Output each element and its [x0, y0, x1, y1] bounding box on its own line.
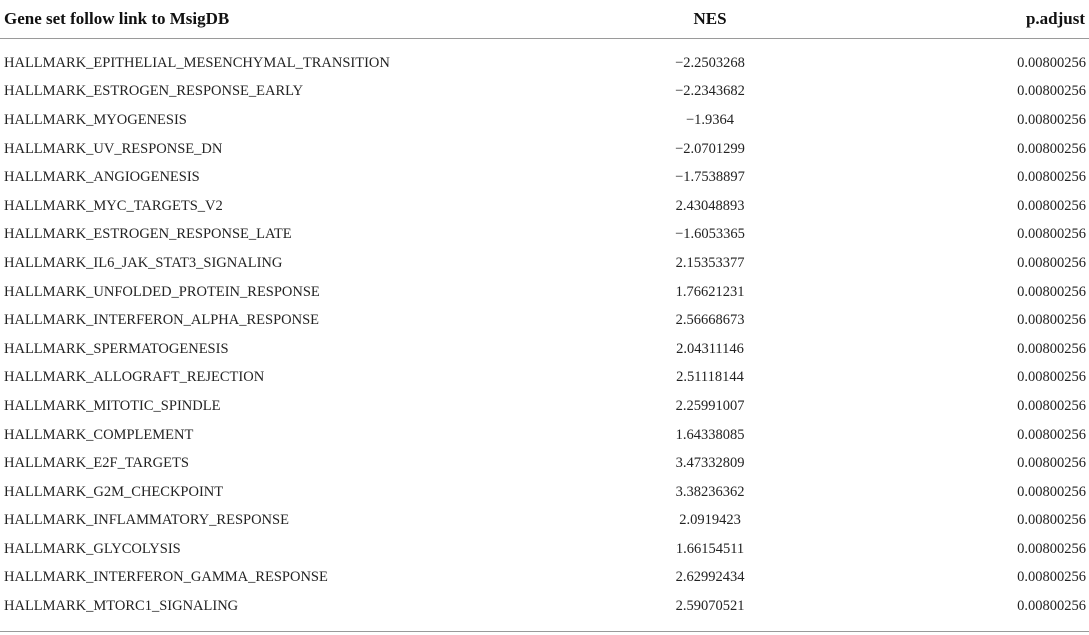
nes-cell: 1.76621231: [675, 283, 745, 300]
padjust-cell: 0.00800256: [1017, 397, 1086, 414]
nes-cell: −1.9364: [685, 111, 735, 128]
table-row: [0, 192, 1089, 221]
header-gene-set: Gene set follow link to MsigDB: [0, 0, 540, 39]
table-row: [0, 449, 1089, 478]
header-spacer: [0, 39, 1089, 50]
gene-set-cell[interactable]: HALLMARK_INTERFERON_ALPHA_RESPONSE: [4, 312, 319, 329]
padjust-cell: 0.00800256: [1017, 483, 1086, 500]
padjust-cell: 0.00800256: [1017, 254, 1086, 271]
gene-set-cell[interactable]: HALLMARK_ALLOGRAFT_REJECTION: [4, 369, 265, 386]
table-row: [0, 392, 1089, 421]
nes-cell: −2.0701299: [675, 140, 745, 157]
table-row: [0, 335, 1089, 364]
gene-set-cell[interactable]: HALLMARK_UNFOLDED_PROTEIN_RESPONSE: [4, 283, 320, 300]
nes-cell: 2.04311146: [676, 340, 744, 357]
gene-set-cell[interactable]: HALLMARK_GLYCOLYSIS: [4, 540, 181, 557]
padjust-cell: 0.00800256: [1017, 512, 1086, 529]
table-row: [0, 163, 1089, 192]
padjust-cell: 0.00800256: [1017, 226, 1086, 243]
table-row: [0, 249, 1089, 278]
padjust-cell: 0.00800256: [1017, 455, 1086, 472]
padjust-cell: 0.00800256: [1017, 54, 1086, 71]
table-row: [0, 564, 1089, 593]
gene-set-cell[interactable]: HALLMARK_MITOTIC_SPINDLE: [4, 397, 221, 414]
nes-cell: 2.56668673: [675, 312, 745, 329]
padjust-cell: 0.00800256: [1017, 540, 1086, 557]
gene-set-cell[interactable]: HALLMARK_EPITHELIAL_MESENCHYMAL_TRANSITION: [4, 54, 390, 71]
gene-set-cell[interactable]: HALLMARK_INFLAMMATORY_RESPONSE: [4, 512, 289, 529]
table-header: [0, 0, 1089, 39]
nes-cell: 2.62992434: [675, 569, 745, 586]
table-row: [0, 221, 1089, 250]
gene-set-cell[interactable]: HALLMARK_UV_RESPONSE_DN: [4, 140, 223, 157]
gene-set-cell[interactable]: HALLMARK_MYC_TARGETS_V2: [4, 197, 223, 214]
padjust-cell: 0.00800256: [1017, 169, 1086, 186]
table-row: [0, 421, 1089, 450]
table-row: [0, 478, 1089, 507]
nes-cell: 1.64338085: [675, 426, 745, 443]
table-row: [0, 135, 1089, 164]
nes-cell: 3.38236362: [675, 483, 745, 500]
table-row: [0, 592, 1089, 621]
nes-cell: −2.2503268: [675, 54, 745, 71]
gene-set-cell[interactable]: HALLMARK_SPERMATOGENESIS: [4, 340, 229, 357]
nes-cell: 2.43048893: [675, 197, 745, 214]
nes-cell: −2.2343682: [675, 83, 745, 100]
gene-set-cell[interactable]: HALLMARK_ESTROGEN_RESPONSE_LATE: [4, 226, 292, 243]
nes-cell: −1.6053365: [675, 226, 745, 243]
padjust-cell: 0.00800256: [1017, 426, 1086, 443]
gene-set-cell[interactable]: HALLMARK_MTORC1_SIGNALING: [4, 598, 239, 615]
nes-cell: 2.0919423: [679, 512, 741, 529]
gene-set-cell[interactable]: HALLMARK_COMPLEMENT: [4, 426, 194, 443]
padjust-cell: 0.00800256: [1017, 111, 1086, 128]
nes-cell: −1.7538897: [675, 169, 745, 186]
header-padjust: p.adjust: [880, 0, 1089, 39]
gene-set-cell[interactable]: HALLMARK_ANGIOGENESIS: [4, 169, 200, 186]
table-row: [0, 535, 1089, 564]
nes-cell: 2.51118144: [676, 369, 744, 386]
bottom-rule: [0, 631, 1089, 632]
table-body: [0, 39, 1089, 621]
padjust-cell: 0.00800256: [1017, 569, 1086, 586]
table-row: [0, 364, 1089, 393]
nes-cell: 3.47332809: [675, 455, 745, 472]
padjust-cell: 0.00800256: [1017, 83, 1086, 100]
nes-cell: 2.25991007: [675, 397, 745, 414]
gene-set-cell[interactable]: HALLMARK_MYOGENESIS: [4, 111, 187, 128]
gene-set-cell[interactable]: HALLMARK_ESTROGEN_RESPONSE_EARLY: [4, 83, 304, 100]
table-row: [0, 306, 1089, 335]
padjust-cell: 0.00800256: [1017, 197, 1086, 214]
padjust-cell: 0.00800256: [1017, 340, 1086, 357]
nes-cell: 2.15353377: [675, 254, 745, 271]
padjust-cell: 0.00800256: [1017, 369, 1086, 386]
gene-set-cell[interactable]: HALLMARK_IL6_JAK_STAT3_SIGNALING: [4, 254, 283, 271]
table-row: [0, 106, 1089, 135]
table-row: [0, 278, 1089, 307]
padjust-cell: 0.00800256: [1017, 312, 1086, 329]
padjust-cell: 0.00800256: [1017, 598, 1086, 615]
nes-cell: 2.59070521: [675, 598, 745, 615]
nes-cell: 1.66154511: [675, 540, 745, 557]
gene-set-cell[interactable]: HALLMARK_E2F_TARGETS: [4, 455, 189, 472]
padjust-cell: 0.00800256: [1017, 140, 1086, 157]
gene-set-cell[interactable]: HALLMARK_INTERFERON_GAMMA_RESPONSE: [4, 569, 328, 586]
header-row: [0, 0, 1089, 39]
header-nes: NES: [540, 0, 880, 39]
gene-set-cell[interactable]: HALLMARK_G2M_CHECKPOINT: [4, 483, 224, 500]
table-row: [0, 49, 1089, 78]
table-row: [0, 507, 1089, 536]
table-row: [0, 78, 1089, 107]
padjust-cell: 0.00800256: [1017, 283, 1086, 300]
